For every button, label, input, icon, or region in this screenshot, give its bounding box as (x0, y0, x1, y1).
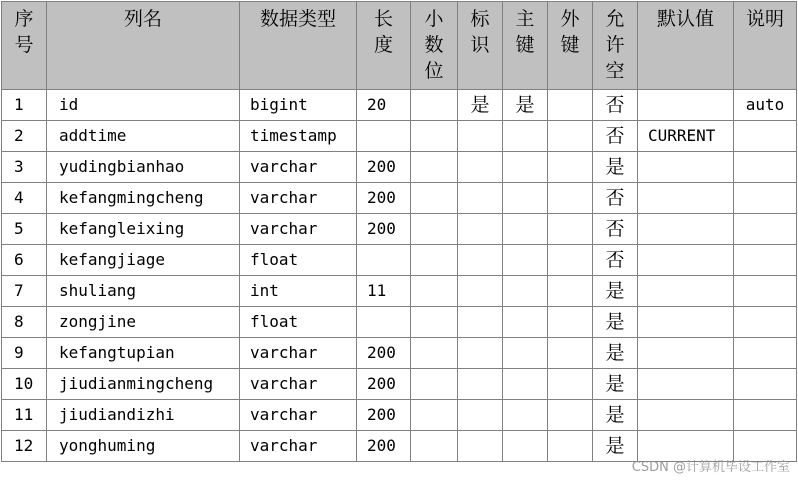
cell-note (734, 338, 797, 369)
cell-default (638, 90, 734, 121)
cell-seq: 7 (2, 276, 47, 307)
cell-default (638, 245, 734, 276)
cell-primary-key (503, 183, 548, 214)
cell-foreign-key (548, 245, 593, 276)
cell-seq: 6 (2, 245, 47, 276)
cell-primary-key: 是 (503, 90, 548, 121)
header-length (357, 2, 411, 90)
cell-default (638, 338, 734, 369)
cell-note (734, 121, 797, 152)
cell-foreign-key (548, 90, 593, 121)
cell-nullable: 是 (593, 338, 638, 369)
cell-identity (458, 183, 503, 214)
cell-decimal (411, 245, 458, 276)
cell-foreign-key (548, 214, 593, 245)
cell-data-type: varchar (240, 400, 357, 431)
table-row (2, 90, 797, 121)
cell-column-name: id (47, 90, 240, 121)
cell-nullable: 否 (593, 183, 638, 214)
cell-nullable: 否 (593, 214, 638, 245)
cell-column-name: kefangleixing (47, 214, 240, 245)
cell-column-name: kefangmingcheng (47, 183, 240, 214)
cell-seq: 9 (2, 338, 47, 369)
cell-foreign-key (548, 431, 593, 462)
cell-identity (458, 121, 503, 152)
header-foreign-key-label: 外键 (560, 8, 580, 56)
cell-seq: 12 (2, 431, 47, 462)
cell-default (638, 307, 734, 338)
cell-primary-key (503, 214, 548, 245)
header-nullable-label: 允许空 (605, 8, 625, 82)
cell-seq: 1 (2, 90, 47, 121)
cell-decimal (411, 121, 458, 152)
cell-length (357, 245, 411, 276)
cell-data-type: float (240, 307, 357, 338)
header-length-label: 长度 (373, 8, 393, 56)
header-identity (458, 2, 503, 90)
cell-default (638, 369, 734, 400)
cell-decimal (411, 369, 458, 400)
cell-length: 11 (357, 276, 411, 307)
cell-seq: 11 (2, 400, 47, 431)
cell-decimal (411, 276, 458, 307)
header-seq (2, 2, 47, 90)
cell-column-name: jiudiandizhi (47, 400, 240, 431)
table-row (2, 214, 797, 245)
cell-length (357, 121, 411, 152)
header-foreign-key (548, 2, 593, 90)
cell-nullable: 否 (593, 245, 638, 276)
header-identity-label: 标识 (470, 8, 490, 56)
cell-default (638, 400, 734, 431)
cell-note (734, 245, 797, 276)
cell-primary-key (503, 245, 548, 276)
cell-primary-key (503, 276, 548, 307)
header-seq-label: 序号 (14, 8, 34, 56)
watermark: CSDN @计算机毕设工作室 (631, 460, 790, 475)
cell-data-type: bigint (240, 90, 357, 121)
cell-column-name: zongjine (47, 307, 240, 338)
cell-primary-key (503, 400, 548, 431)
cell-nullable: 是 (593, 276, 638, 307)
cell-nullable: 是 (593, 400, 638, 431)
cell-seq: 2 (2, 121, 47, 152)
header-default: 默认值 (638, 2, 734, 90)
cell-default (638, 152, 734, 183)
cell-seq: 5 (2, 214, 47, 245)
table-row (2, 245, 797, 276)
cell-data-type: varchar (240, 369, 357, 400)
cell-note: auto (734, 90, 797, 121)
cell-note (734, 183, 797, 214)
cell-column-name: kefangjiage (47, 245, 240, 276)
cell-foreign-key (548, 121, 593, 152)
header-row (2, 2, 797, 90)
cell-data-type: varchar (240, 431, 357, 462)
cell-column-name: kefangtupian (47, 338, 240, 369)
cell-default (638, 276, 734, 307)
cell-decimal (411, 214, 458, 245)
cell-identity (458, 276, 503, 307)
cell-primary-key (503, 369, 548, 400)
cell-decimal (411, 431, 458, 462)
cell-identity (458, 338, 503, 369)
cell-foreign-key (548, 400, 593, 431)
cell-note (734, 307, 797, 338)
header-decimal (411, 2, 458, 90)
cell-decimal (411, 338, 458, 369)
cell-length: 200 (357, 152, 411, 183)
table-row (2, 121, 797, 152)
cell-decimal (411, 400, 458, 431)
cell-seq: 10 (2, 369, 47, 400)
cell-identity (458, 369, 503, 400)
cell-identity (458, 245, 503, 276)
cell-foreign-key (548, 152, 593, 183)
header-name: 列名 (47, 2, 240, 90)
table-row (2, 183, 797, 214)
cell-length (357, 307, 411, 338)
header-decimal-label: 小数位 (424, 8, 444, 82)
schema-table (1, 1, 797, 462)
cell-foreign-key (548, 276, 593, 307)
table-row (2, 338, 797, 369)
header-type: 数据类型 (240, 2, 357, 90)
cell-note (734, 214, 797, 245)
cell-nullable: 是 (593, 307, 638, 338)
cell-foreign-key (548, 183, 593, 214)
cell-data-type: varchar (240, 183, 357, 214)
cell-decimal (411, 183, 458, 214)
cell-data-type: varchar (240, 338, 357, 369)
cell-length: 200 (357, 214, 411, 245)
cell-primary-key (503, 431, 548, 462)
cell-note (734, 369, 797, 400)
cell-column-name: yonghuming (47, 431, 240, 462)
cell-length: 200 (357, 183, 411, 214)
table-row (2, 307, 797, 338)
cell-data-type: timestamp (240, 121, 357, 152)
cell-column-name: shuliang (47, 276, 240, 307)
cell-data-type: int (240, 276, 357, 307)
cell-foreign-key (548, 338, 593, 369)
cell-identity (458, 307, 503, 338)
cell-decimal (411, 152, 458, 183)
cell-length: 20 (357, 90, 411, 121)
cell-data-type: varchar (240, 152, 357, 183)
cell-column-name: jiudianmingcheng (47, 369, 240, 400)
cell-default (638, 183, 734, 214)
table-row (2, 276, 797, 307)
cell-column-name: yudingbianhao (47, 152, 240, 183)
header-nullable (593, 2, 638, 90)
cell-seq: 4 (2, 183, 47, 214)
cell-nullable: 否 (593, 90, 638, 121)
cell-identity (458, 400, 503, 431)
cell-seq: 3 (2, 152, 47, 183)
cell-nullable: 否 (593, 121, 638, 152)
table-row (2, 152, 797, 183)
cell-identity (458, 214, 503, 245)
header-primary-key (503, 2, 548, 90)
cell-note (734, 400, 797, 431)
cell-data-type: float (240, 245, 357, 276)
cell-length: 200 (357, 338, 411, 369)
cell-decimal (411, 90, 458, 121)
cell-column-name: addtime (47, 121, 240, 152)
table-row (2, 400, 797, 431)
cell-identity: 是 (458, 90, 503, 121)
cell-length: 200 (357, 431, 411, 462)
cell-identity (458, 431, 503, 462)
table-body (2, 90, 797, 462)
cell-note (734, 276, 797, 307)
cell-default: CURRENT (638, 121, 734, 152)
cell-note (734, 152, 797, 183)
cell-seq: 8 (2, 307, 47, 338)
cell-length: 200 (357, 369, 411, 400)
header-primary-key-label: 主键 (515, 8, 535, 56)
table-row (2, 369, 797, 400)
cell-length: 200 (357, 400, 411, 431)
header-note: 说明 (734, 2, 797, 90)
cell-decimal (411, 307, 458, 338)
cell-primary-key (503, 152, 548, 183)
cell-primary-key (503, 307, 548, 338)
cell-identity (458, 152, 503, 183)
cell-nullable: 是 (593, 431, 638, 462)
cell-primary-key (503, 121, 548, 152)
cell-default (638, 214, 734, 245)
cell-foreign-key (548, 307, 593, 338)
cell-data-type: varchar (240, 214, 357, 245)
cell-foreign-key (548, 369, 593, 400)
cell-primary-key (503, 338, 548, 369)
cell-nullable: 是 (593, 152, 638, 183)
cell-nullable: 是 (593, 369, 638, 400)
